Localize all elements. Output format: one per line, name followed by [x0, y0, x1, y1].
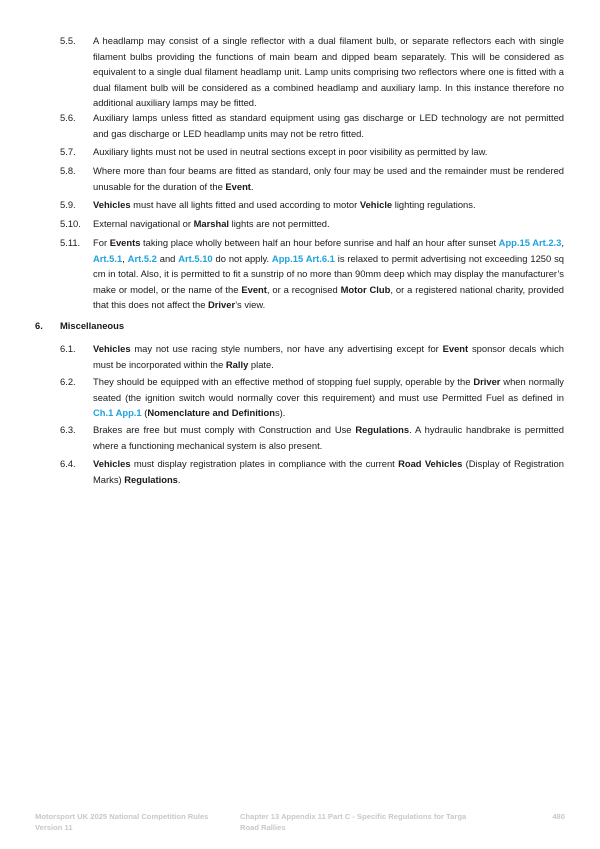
- defined-term: Driver: [473, 376, 501, 387]
- defined-term: Events: [109, 237, 141, 248]
- defined-term: Vehicles: [93, 343, 131, 354]
- clause-text: Vehicles must display registration plates in compliance with the current Road Vehicles (Display of Registration Marks) Regulations.: [93, 458, 564, 485]
- clause-text: Auxiliary lamps unless fitted as standard equipment using gas discharge or LED technology are not permitted and gas discharge or LED headlamp units may not be retro fitted.: [93, 112, 564, 139]
- clause-6-3: [60, 422, 564, 453]
- clause-number: 5.10.: [60, 218, 81, 229]
- footer-version: Version 11: [35, 823, 73, 832]
- clause-text: They should be equipped with an effective method of stopping fuel supply, operable by the Driver when normally seated (the ignition switch would normally cover this requirement) and must use Permitted Fuel as defined in Ch.1 App.1 (Nomenclature and Definitions).: [93, 376, 564, 419]
- clause-text: Vehicles must have all lights fitted and used according to motor Vehicle lighting regulations.: [93, 199, 476, 210]
- cross-reference-link[interactable]: App.15 Art.6.1: [271, 252, 335, 264]
- defined-term: Event: [225, 180, 251, 192]
- clause-number: 6.2.: [60, 376, 76, 387]
- cross-reference-link[interactable]: Art.5.10: [178, 252, 213, 264]
- section-number: 6.: [35, 320, 43, 331]
- cross-reference-link[interactable]: Art.5.2: [127, 252, 157, 264]
- clause-number: 5.6.: [60, 112, 76, 123]
- defined-term: Road Vehicles: [398, 458, 463, 469]
- clause-6-1: [60, 341, 564, 372]
- clause-5-8: [60, 163, 564, 194]
- defined-term: Vehicles: [93, 199, 131, 210]
- defined-term: Regulations: [355, 424, 410, 435]
- defined-term: Vehicles: [93, 458, 131, 469]
- cross-reference-link[interactable]: App.15 Art.2.3: [498, 237, 562, 248]
- clause-5-11: [60, 235, 564, 313]
- defined-term: Regulations: [124, 473, 178, 485]
- footer-left: [35, 811, 235, 833]
- clause-5-10: [60, 216, 564, 232]
- clause-number: 5.9.: [60, 199, 76, 210]
- clause-number: 5.11.: [60, 237, 81, 248]
- clause-5-9: [60, 197, 564, 213]
- clause-number: 5.7.: [60, 146, 76, 157]
- defined-term: Event: [442, 343, 469, 354]
- defined-term: Vehicle: [359, 199, 393, 210]
- clause-6-2: [60, 374, 564, 421]
- footer-center: [240, 811, 500, 833]
- clause-text: Auxiliary lights must not be used in neutral sections except in poor visibility as permitted by law.: [93, 146, 488, 157]
- clause-text: Vehicles may not use racing style numbers, nor have any advertising except for Event sponsor decals which must be incorporated within the Rally plate.: [93, 343, 564, 370]
- clause-5-6: [60, 110, 564, 141]
- defined-term: Rally: [225, 358, 249, 370]
- clause-5-7: [60, 144, 564, 160]
- cross-reference-link[interactable]: Ch.1 App.1: [93, 407, 142, 419]
- defined-term: Marshal: [193, 218, 230, 229]
- clause-text: Where more than four beams are fitted as standard, only four may be used and the remainder must be rendered unusable for the duration of the Event.: [93, 165, 564, 192]
- defined-term: Event: [241, 283, 267, 295]
- defined-term: Nomenclature and Definition: [147, 407, 275, 419]
- defined-term: Motor Club: [340, 283, 391, 295]
- section-heading-miscellaneous: [35, 318, 575, 334]
- clause-text: Brakes are free but must comply with Construction and Use Regulations. A hydraulic handbrake is permitted where a functioning mechanical system is also present.: [93, 424, 564, 451]
- cross-reference-link[interactable]: Art.5.1: [93, 252, 123, 264]
- clause-number: 5.8.: [60, 165, 76, 176]
- defined-term: Driver: [208, 299, 236, 311]
- clause-text: For Events taking place wholly between half an hour before sunrise and half an hour after sunset App.15 Art.2.3, Art.5.1, Art.5.2 and Art.5.10 do not apply. App.15 Art.6.1 is relaxed to permit advertising not exceeding 1250 sq cm in total. Also, it is permitted to fit a sunstrip of no more than 90mm deep which may display the manufacturer’s make or model, or the name of the Event, or a recognised Motor Club, or a registered national charity, provided that this does not affect the Driver’s view.: [93, 237, 564, 311]
- clause-number: 6.1.: [60, 343, 76, 354]
- clause-number: 6.3.: [60, 424, 76, 435]
- clause-text: A headlamp may consist of a single reflector with a dual filament bulb, or separate reflectors each with single filament bulbs providing the functions of main beam and dipped beam separately. This will be considered as equivalent to a single dual filament headlamp unit. Lamp units comprising two reflectors where one is fitted with a dual filament bulb will be considered as a combined headlamp and auxiliary lamp. In this instance therefore no additional auxiliary lamps may be fitted.: [93, 35, 564, 109]
- clause-number: 5.5.: [60, 35, 76, 46]
- footer-chapter-subtitle: Road Rallies: [240, 823, 286, 832]
- footer-page-number: 480: [552, 812, 565, 821]
- clause-text: External navigational or Marshal lights are not permitted.: [93, 218, 330, 229]
- clause-6-4: [60, 456, 564, 487]
- clause-5-5: [60, 33, 564, 111]
- footer-chapter-title: Chapter 13 Appendix 11 Part C - Specific Regulations for Targa: [240, 812, 467, 821]
- clause-number: 6.4.: [60, 458, 76, 469]
- footer-publication-title: Motorsport UK 2025 National Competition Rules: [35, 812, 209, 821]
- section-title: Miscellaneous: [60, 320, 125, 331]
